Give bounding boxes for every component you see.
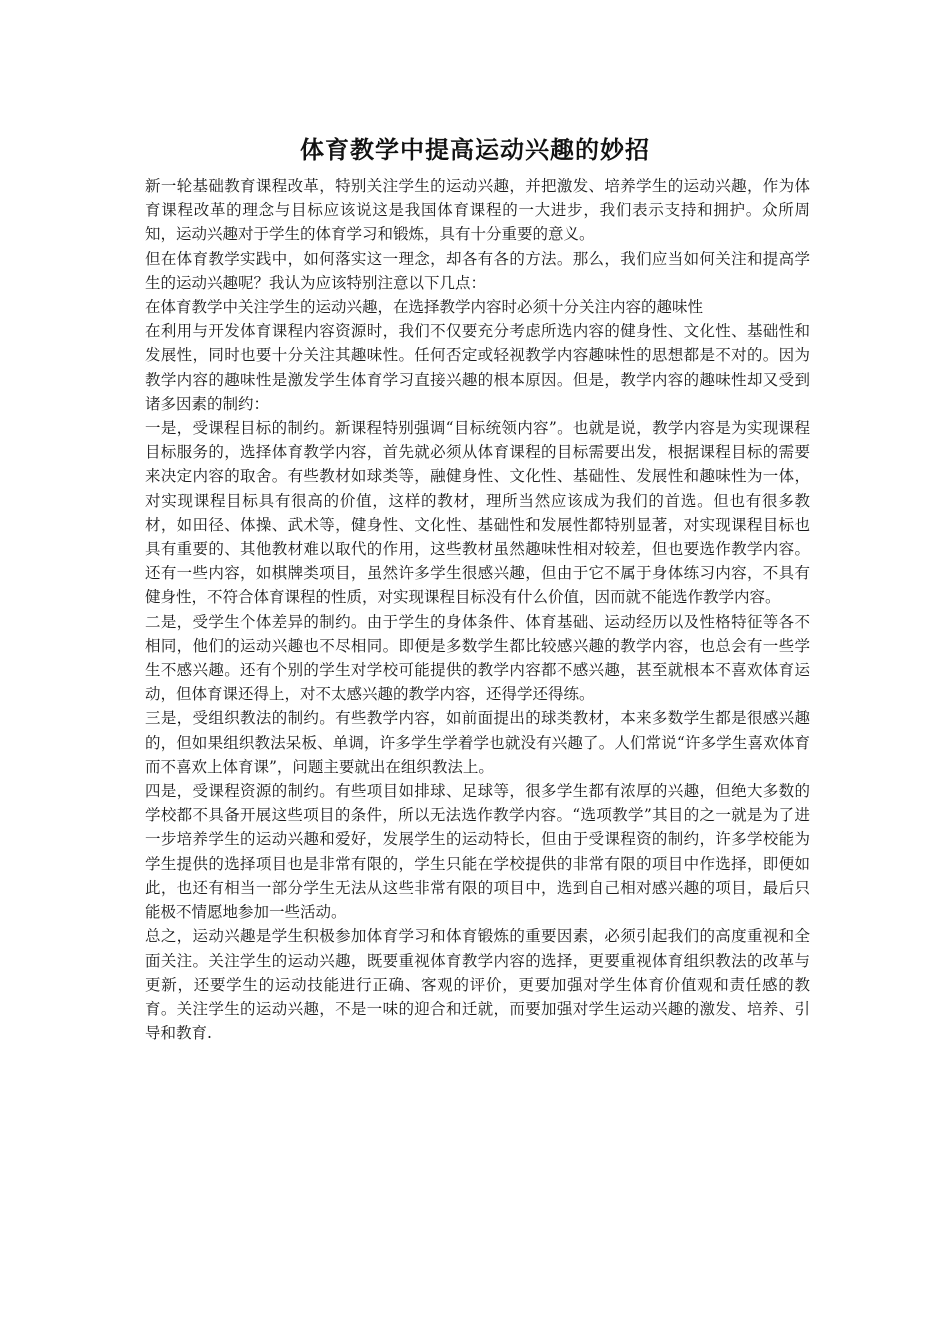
paragraph-point-one: 一是，受课程目标的制约。新课程特别强调“目标统领内容”。也就是说，教学内容是为实现课程目标服务的，选择体育教学内容，首先就必须从体育课程的目标需要出发，根据课程目标的需要来决定内容的取舍。有些教材如球类等，融健身性、文化性、基础性、发展性和趣味性为一体，对实现课程目标具有很高的价值，这样的教材，理所当然应该成为我们的首选。但也有很多教材，如田径、体操、武术等，健身性、文化性、基础性和发展性都特别显著，对实现课程目标也具有重要的、其他教材难以取代的作用，这些教材虽然趣味性相对较差，但也要选作教学内容。还有一些内容，如棋牌类项目，虽然许多学生很感兴趣，但由于它不属于身体练习内容，不具有健身性，不符合体育课程的性质，对实现课程目标没有什么价值，因而就不能选作教学内容。 xyxy=(145,419,810,607)
paragraph-intro: 新一轮基础教育课程改革，特别关注学生的运动兴趣，并把激发、培养学生的运动兴趣，作为体育课程改革的理念与目标应该说这是我国体育课程的一大进步，我们表示支持和拥护。众所周知，运动兴趣对于学生的体育学习和锻炼，具有十分重要的意义。 xyxy=(145,177,810,244)
paragraph-heading: 在体育教学中关注学生的运动兴趣，在选择教学内容时必须十分关注内容的趣味性 xyxy=(145,298,704,317)
document-title: 体育教学中提高运动兴趣的妙招 xyxy=(300,135,650,164)
paragraph-content-resources: 在利用与开发体育课程内容资源时，我们不仅要充分考虑所选内容的健身性、文化性、基础性和发展性，同时也要十分关注其趣味性。任何否定或轻视教学内容趣味性的思想都是不对的。因为教学内容的趣味性是激发学生体育学习直接兴趣的根本原因。但是，教学内容的趣味性却又受到诸多因素的制约： xyxy=(145,322,810,413)
document-body xyxy=(145,174,810,1045)
paragraph-question: 但在体育教学实践中，如何落实这一理念，却各有各的方法。那么，我们应当如何关注和提高学生的运动兴趣呢？我认为应该特别注意以下几点： xyxy=(145,249,810,292)
paragraph-point-four: 四是，受课程资源的制约。有些项目如排球、足球等，很多学生都有浓厚的兴趣，但绝大多数的学校都不具备开展这些项目的条件，所以无法选作教学内容。“选项教学”其目的之一就是为了进一步培养学生的运动兴趣和爱好，发展学生的运动特长，但由于受课程资的制约，许多学校能为学生提供的选择项目也是非常有限的，学生只能在学校提供的非常有限的项目中作选择，即便如此，也还有相当一部分学生无法从这些非常有限的项目中，选到自己相对感兴趣的项目，最后只能极不情愿地参加一些活动。 xyxy=(145,782,810,922)
paragraph-point-two: 二是，受学生个体差异的制约。由于学生的身体条件、体育基础、运动经历以及性格特征等各不相同，他们的运动兴趣也不尽相同。即便是多数学生都比较感兴趣的教学内容，也总会有一些学生不感兴趣。还有个别的学生对学校可能提供的教学内容都不感兴趣，甚至就根本不喜欢体育运动，但体育课还得上，对不太感兴趣的教学内容，还得学还得练。 xyxy=(145,612,810,704)
paragraph-conclusion: 总之，运动兴趣是学生积极参加体育学习和体育锻炼的重要因素，必须引起我们的高度重视和全面关注。关注学生的运动兴趣，既要重视体育教学内容的选择，更要重视体育组织教法的改革与更新，还要学生的运动技能进行正确、客观的评价，更要加强对学生体育价值观和责任感的教育。关注学生的运动兴趣，不是一味的迎合和迁就，而要加强对学生运动兴趣的激发、培养、引导和教育. xyxy=(145,927,810,1043)
paragraph-point-three: 三是，受组织教法的制约。有些教学内容，如前面提出的球类教材，本来多数学生都是很感兴趣的，但如果组织教法呆板、单调，许多学生学着学也就没有兴趣了。人们常说“许多学生喜欢体育而不喜欢上体育课”，问题主要就出在组织教法上。 xyxy=(145,709,810,776)
